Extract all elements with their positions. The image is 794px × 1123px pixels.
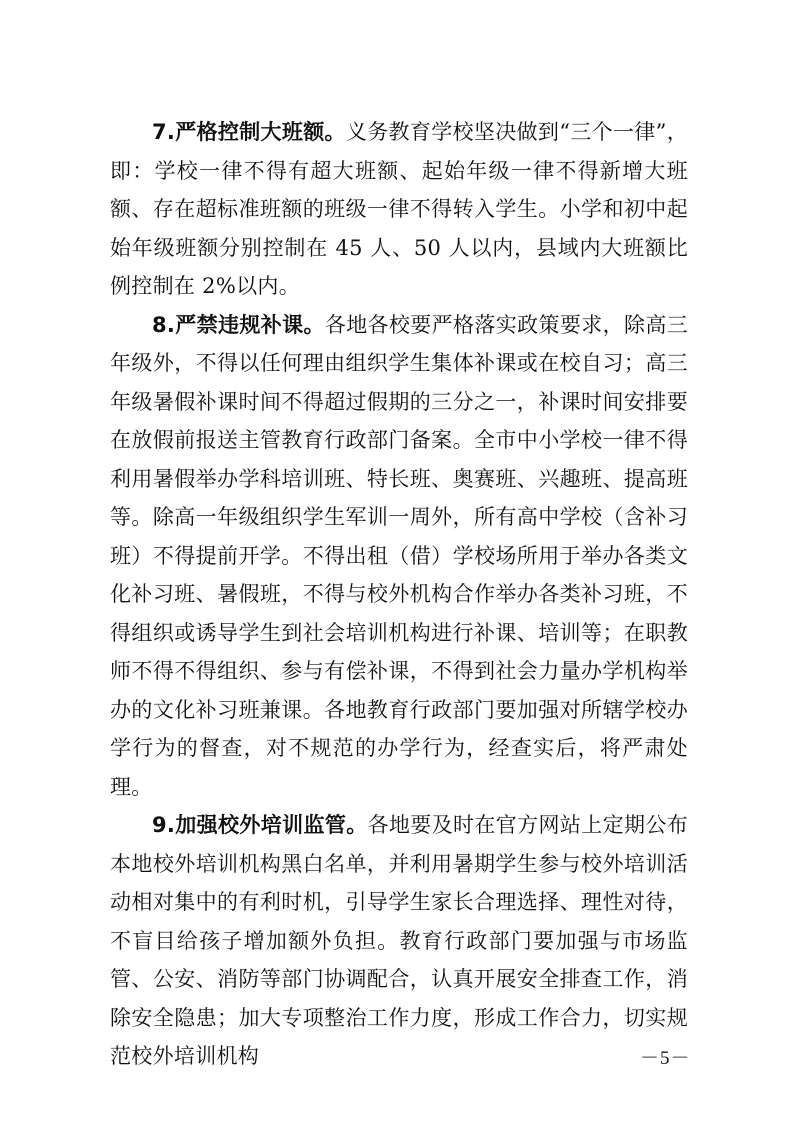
paragraph-9-body: 各地要及时在官方网站上定期公布本地校外培训机构黑白名单，并利用暑期学生参与校外培训活动相对集中的有利时机，引导学生家长合理选择、理性对待，不盲目给孩子增加额外负担。教育行政部门要加强与市场监管、公安、消防等部门协调配合，认真开展安全排查工作，消除安全隐患；加大专项整治工作力度，形成工作合力，切实规范校外培训机构	[110, 813, 688, 1068]
page-number: －5－	[640, 1048, 691, 1069]
paragraph-9-heading: 9.加强校外培训监管。	[152, 813, 368, 837]
paragraph-7-heading: 7.严格控制大班额。	[152, 120, 346, 144]
paragraph-9	[110, 806, 688, 1076]
paragraph-7-body: 义务教育学校坚决做到“三个一律”，即：学校一律不得有超大班额、起始年级一律不得新增大班额、存在超标准班额的班级一律不得转入学生。小学和初中起始年级班额分别控制在 45 人、50 人以内，县域内大班额比例控制在 2%以内。	[110, 120, 688, 298]
paragraph-7	[110, 113, 688, 306]
paragraph-8	[110, 306, 688, 807]
paragraph-8-heading: 8.严禁违规补课。	[152, 312, 325, 337]
body-text	[110, 113, 688, 1076]
paragraph-8-body: 各地各校要严格落实政策要求，除高三年级外，不得以任何理由组织学生集体补课或在校自习；高三年级暑假补课时间不得超过假期的三分之一，补课时间安排要在放假前报送主管教育行政部门备案。全市中小学校一律不得利用暑假举办学科培训班、特长班、奥赛班、兴趣班、提高班等。除高一年级组织学生军训一周外，所有高中学校（含补习班）不得提前开学。不得出租（借）学校场所用于举办各类文化补习班、暑假班，不得与校外机构合作举办各类补习班，不得组织或诱导学生到社会培训机构进行补课、培训等；在职教师不得不得组织、参与有偿补课，不得到社会力量办学机构举办的文化补习班兼课。各地教育行政部门要加强对所辖学校办学行为的督查，对不规范的办学行为，经查实后，将严肃处理。	[110, 312, 688, 799]
